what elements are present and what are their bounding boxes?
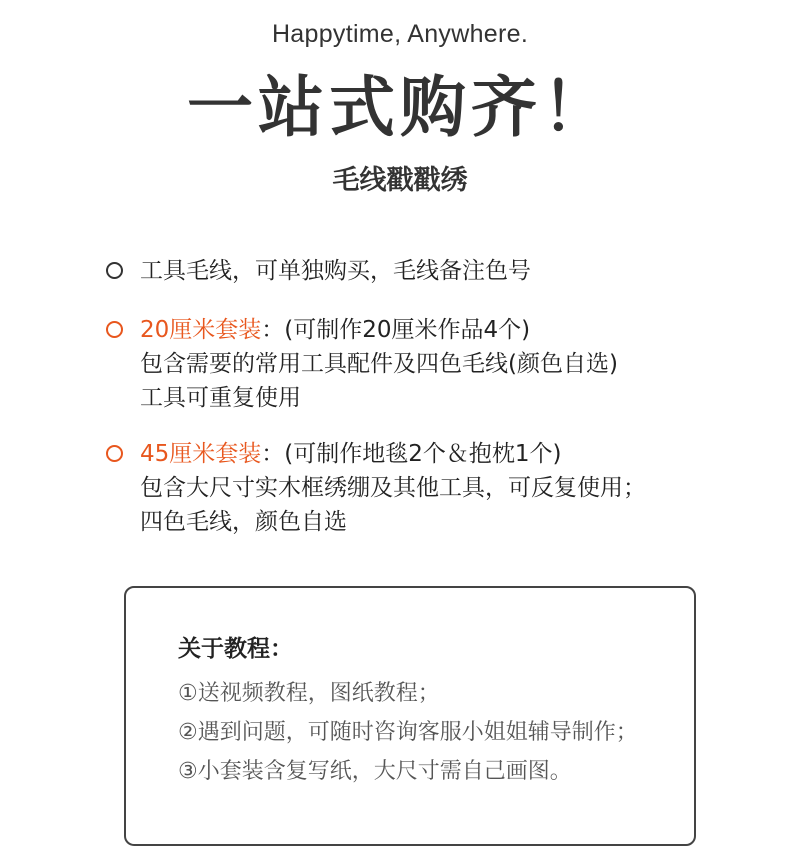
kit-name: 45厘米套装 [140,441,262,467]
tagline: Happytime, Anywhere. [271,20,529,48]
option-line: 工具可重复使用 [140,385,301,411]
kit-desc: ：(可制作20厘米作品4个) [261,317,531,343]
option-line: 工具毛线，可单独购买，毛线备注色号 [140,258,531,284]
option-line: 四色毛线，颜色自选 [140,509,347,535]
headline: 一站式购齐！ [187,69,613,146]
option-heading [140,437,760,471]
radio-circle-icon[interactable] [106,445,123,462]
radio-circle-icon[interactable] [106,321,123,338]
subhead: 毛线戳戳绣 [332,165,468,196]
kit-desc: ：(可制作地毯2个＆抱枕1个) [261,441,562,467]
kit-name: 20厘米套装 [140,317,262,343]
option-20cm-kit[interactable] [106,313,760,415]
option-tools-yarn[interactable] [106,254,760,288]
note-line: ③小套装含复写纸，大尺寸需自己画图。 [178,759,572,784]
note-line: ①送视频教程，图纸教程； [178,681,440,706]
note-title: 关于教程： [178,636,293,662]
option-45cm-kit[interactable] [106,437,760,539]
option-line: 包含大尺寸实木框绣绷及其他工具，可反复使用； [140,475,646,501]
radio-circle-icon[interactable] [106,262,123,279]
option-text [140,437,760,539]
note-line: ②遇到问题，可随时咨询客服小姐姐辅导制作； [178,720,638,745]
tutorial-note-box [124,586,696,846]
option-text [140,254,760,288]
option-line: 包含需要的常用工具配件及四色毛线(颜色自选) [140,351,618,377]
option-heading [140,313,760,347]
option-text [140,313,760,415]
